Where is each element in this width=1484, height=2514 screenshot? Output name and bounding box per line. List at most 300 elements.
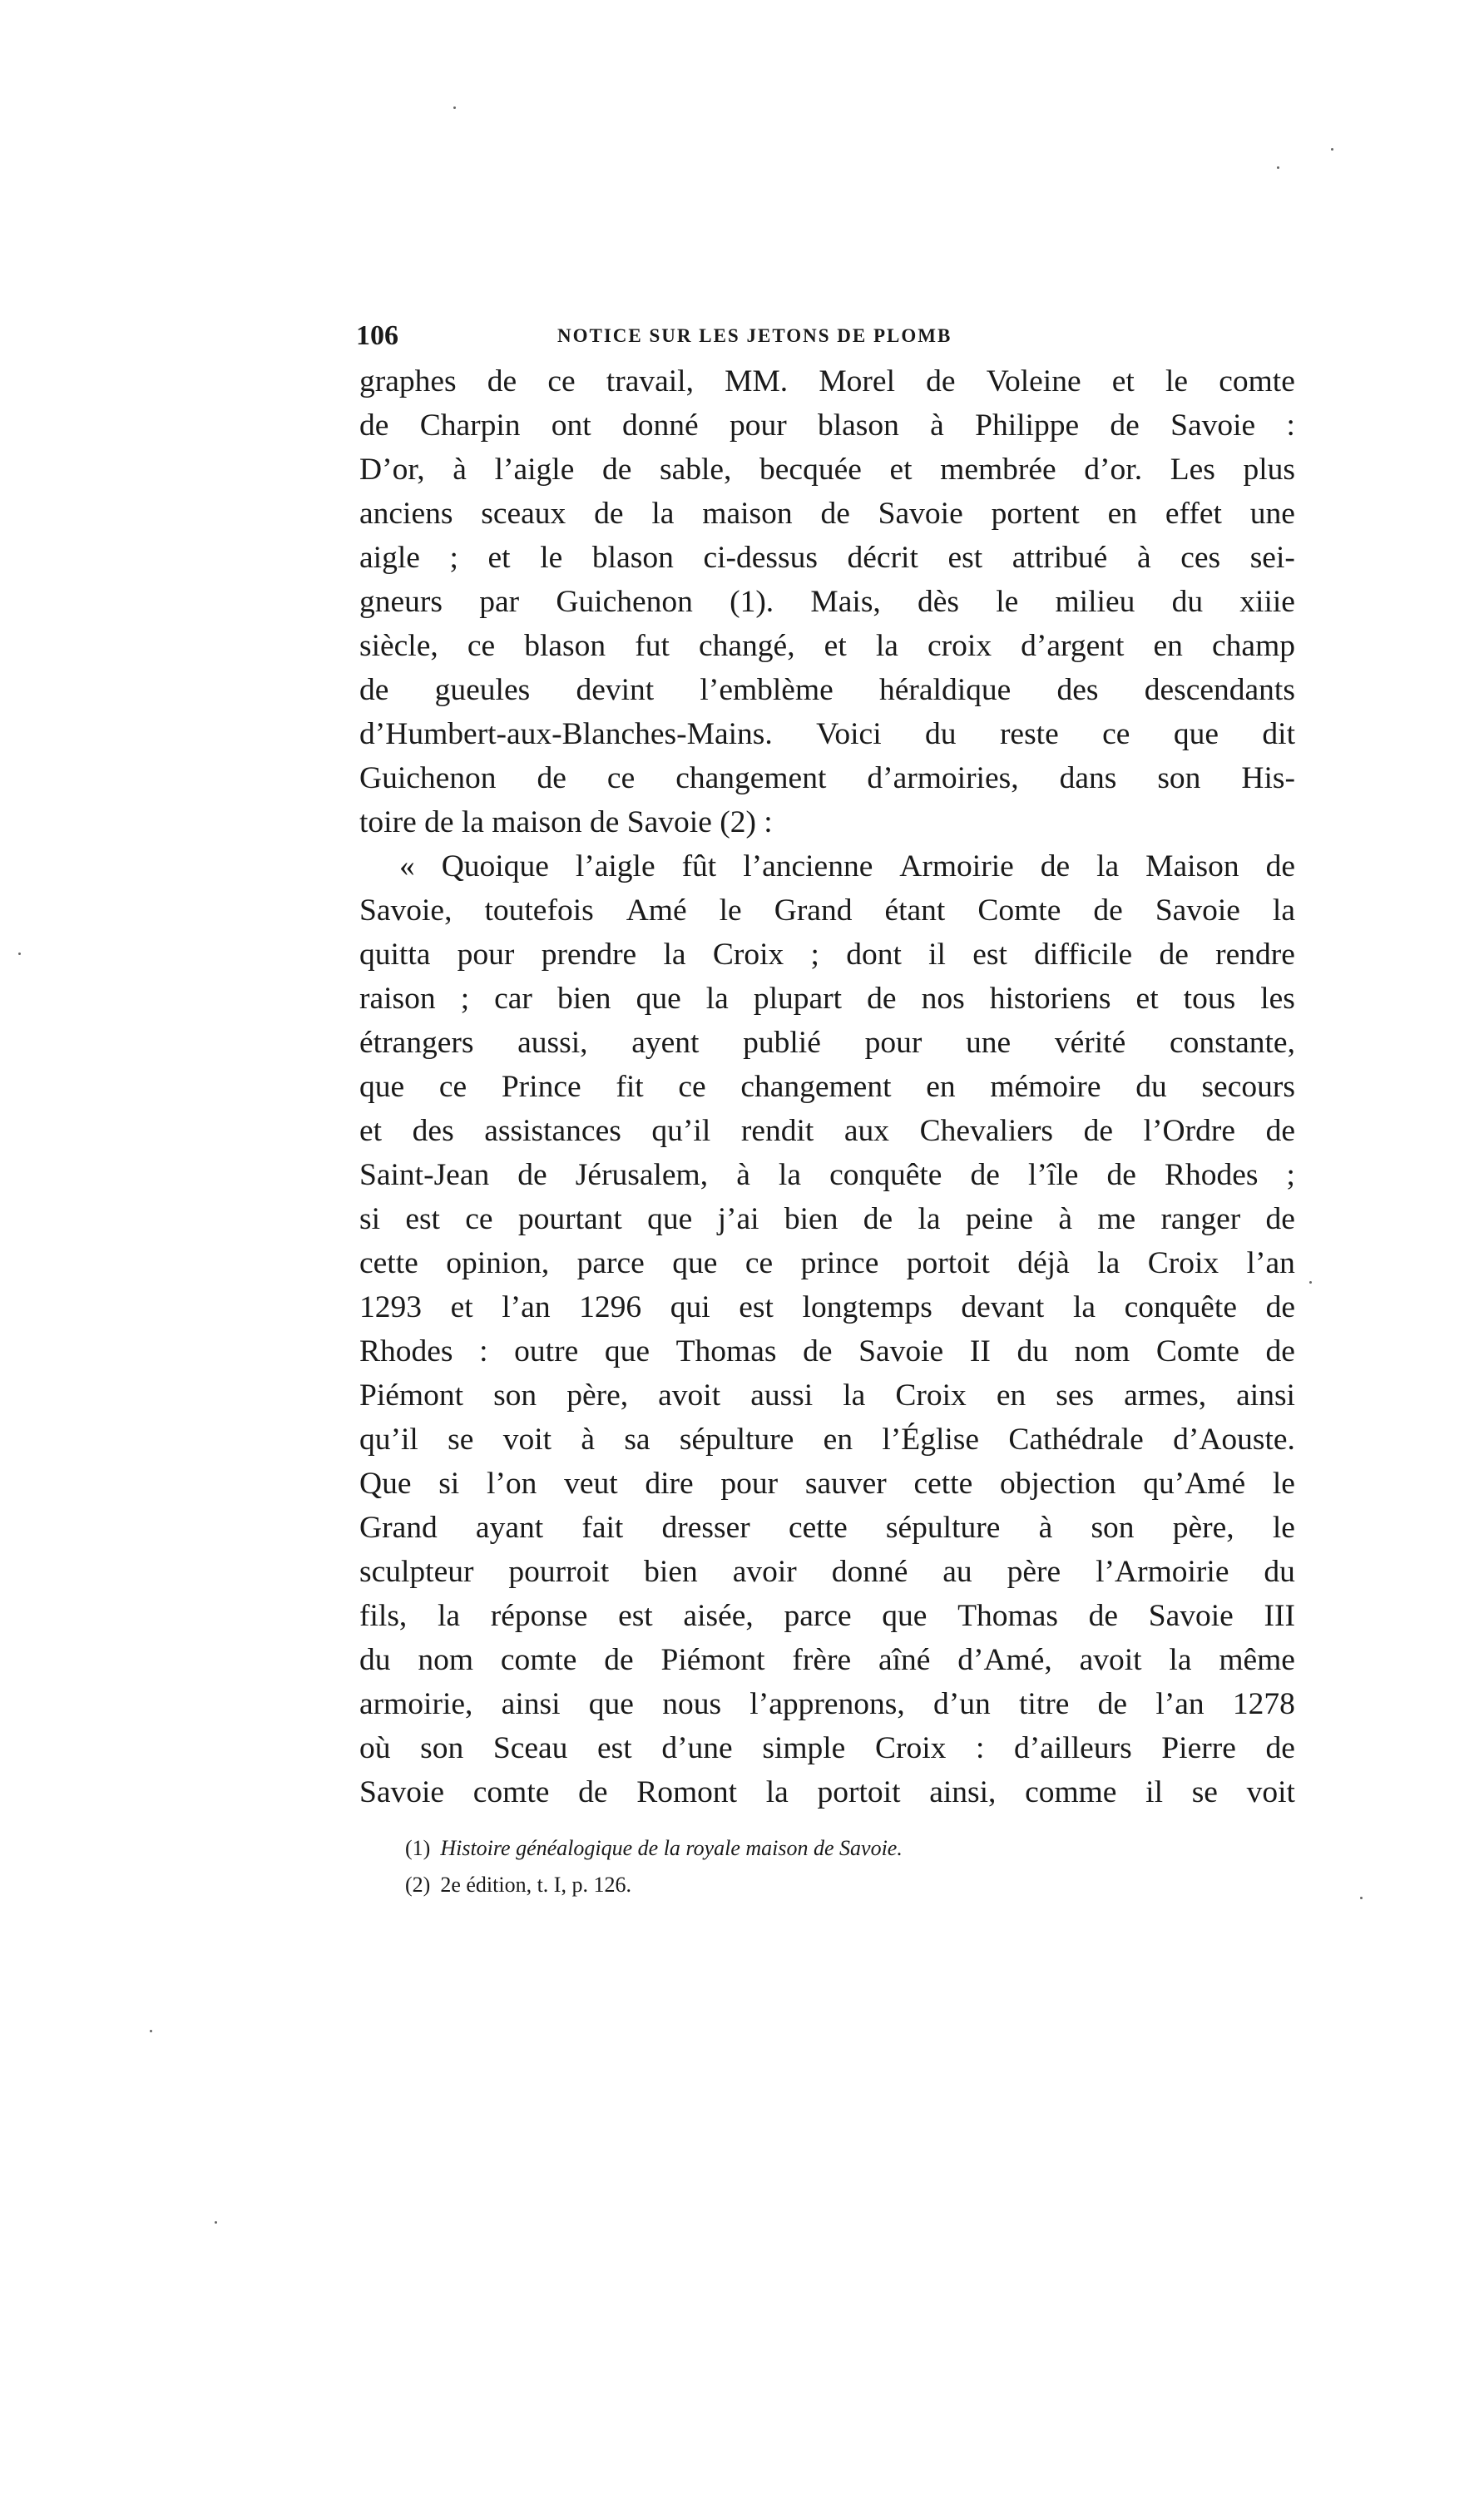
running-head bbox=[356, 320, 1289, 354]
word: ce bbox=[467, 629, 496, 663]
word: de bbox=[1265, 1334, 1295, 1368]
word: Voleine bbox=[986, 364, 1081, 398]
word: de bbox=[1159, 938, 1189, 972]
word: du bbox=[1171, 585, 1204, 619]
word: plus bbox=[1243, 453, 1295, 487]
word: de bbox=[970, 1158, 1000, 1192]
word: nom bbox=[1074, 1334, 1130, 1368]
word: constante, bbox=[1169, 1026, 1295, 1060]
word: à bbox=[1136, 541, 1151, 575]
word: raison bbox=[359, 982, 436, 1016]
word: cette bbox=[913, 1467, 973, 1501]
word: que bbox=[359, 1070, 405, 1104]
word: de bbox=[1265, 1114, 1295, 1148]
word: dans bbox=[1059, 761, 1117, 795]
word: donné bbox=[831, 1555, 908, 1589]
word: devant bbox=[961, 1290, 1045, 1324]
word: et bbox=[359, 1114, 383, 1148]
word: sable, bbox=[659, 453, 732, 487]
text-line bbox=[359, 1550, 1295, 1594]
word: est bbox=[947, 541, 983, 575]
word: ce bbox=[606, 761, 636, 795]
word: père, bbox=[566, 1378, 629, 1413]
word: Que bbox=[359, 1467, 412, 1501]
word: secours bbox=[1201, 1070, 1295, 1104]
text-line bbox=[359, 1462, 1295, 1506]
word: l’an bbox=[1246, 1246, 1295, 1280]
word: du bbox=[1017, 1334, 1048, 1368]
word: portent bbox=[991, 497, 1080, 531]
word: pour bbox=[457, 938, 515, 972]
word: publié bbox=[743, 1026, 821, 1060]
word: titre bbox=[1018, 1687, 1070, 1721]
word: Morel bbox=[819, 364, 895, 398]
word: fils, bbox=[359, 1599, 408, 1633]
word: ayant bbox=[475, 1511, 544, 1545]
word: Croix bbox=[895, 1378, 967, 1413]
word: avoit bbox=[1079, 1643, 1142, 1677]
word: l’Église bbox=[882, 1423, 980, 1457]
word: l’aigle bbox=[494, 453, 575, 487]
word: bien bbox=[556, 982, 611, 1016]
word: D’or, bbox=[359, 453, 425, 487]
word: Croix bbox=[874, 1731, 947, 1765]
word: de bbox=[487, 364, 517, 398]
word: Rhodes bbox=[1164, 1158, 1259, 1192]
word: Comte bbox=[1155, 1334, 1239, 1368]
word: ce bbox=[1102, 717, 1130, 751]
word: sauver bbox=[804, 1467, 887, 1501]
word: Guichenon bbox=[359, 761, 497, 795]
word: ; bbox=[810, 938, 819, 972]
word: son bbox=[420, 1731, 464, 1765]
word: et bbox=[487, 541, 511, 575]
word: ainsi bbox=[501, 1687, 561, 1721]
word: descendants bbox=[1144, 673, 1295, 707]
word: ; bbox=[449, 541, 458, 575]
word: blason bbox=[817, 408, 899, 443]
word: plupart bbox=[753, 982, 843, 1016]
word: sceaux bbox=[481, 497, 566, 531]
word: est bbox=[597, 1731, 632, 1765]
word: cette bbox=[359, 1246, 418, 1280]
word: : bbox=[479, 1334, 488, 1368]
word: outre bbox=[514, 1334, 579, 1368]
text-line bbox=[359, 888, 1295, 933]
word: milieu bbox=[1055, 585, 1135, 619]
word: l’ancienne bbox=[743, 849, 873, 883]
word: aigle bbox=[359, 541, 420, 575]
word: Armoirie bbox=[899, 849, 1014, 883]
word: à bbox=[930, 408, 944, 443]
word: fut bbox=[635, 629, 670, 663]
word: : bbox=[976, 1731, 985, 1765]
word: père bbox=[1007, 1555, 1061, 1589]
word: de bbox=[1083, 1114, 1114, 1148]
word: de bbox=[803, 1334, 833, 1368]
word: me bbox=[1097, 1202, 1136, 1236]
word: si bbox=[359, 1202, 381, 1236]
word: et bbox=[450, 1290, 473, 1324]
word: avoir bbox=[732, 1555, 797, 1589]
word: fait bbox=[581, 1511, 624, 1545]
word: ainsi, bbox=[929, 1775, 997, 1809]
word: pour bbox=[720, 1467, 779, 1501]
word: nom bbox=[418, 1643, 473, 1677]
footnote-mark: (1) bbox=[405, 1836, 431, 1860]
word: Cathédrale bbox=[1008, 1423, 1144, 1457]
word: de bbox=[604, 1643, 634, 1677]
text-line bbox=[359, 844, 1295, 888]
word: armes, bbox=[1124, 1378, 1207, 1413]
word: conquête bbox=[1124, 1290, 1237, 1324]
word: de bbox=[517, 1158, 547, 1192]
word: pourroit bbox=[508, 1555, 610, 1589]
word: étrangers bbox=[359, 1026, 474, 1060]
word: aux bbox=[843, 1114, 890, 1148]
word: son bbox=[1091, 1511, 1135, 1545]
word: reste bbox=[999, 717, 1059, 751]
word: que bbox=[604, 1334, 650, 1368]
text-line bbox=[359, 492, 1295, 536]
text-line bbox=[359, 1329, 1295, 1373]
word: de bbox=[867, 982, 897, 1016]
word: j’ai bbox=[717, 1202, 759, 1236]
word: à bbox=[1058, 1202, 1073, 1236]
word: héraldique bbox=[879, 673, 1012, 707]
word: du bbox=[1135, 1070, 1167, 1104]
word: de bbox=[1265, 849, 1295, 883]
word: veut bbox=[564, 1467, 618, 1501]
word: de bbox=[1088, 1599, 1119, 1633]
word: portoit bbox=[817, 1775, 901, 1809]
word: car bbox=[494, 982, 532, 1016]
word: les bbox=[1260, 982, 1295, 1016]
text-line bbox=[359, 1065, 1295, 1109]
word: son bbox=[493, 1378, 537, 1413]
word: et bbox=[824, 629, 847, 663]
word: bien bbox=[644, 1555, 698, 1589]
word: la bbox=[765, 1775, 789, 1809]
word: en bbox=[823, 1423, 853, 1457]
word: mémoire bbox=[990, 1070, 1101, 1104]
word: de bbox=[1265, 1202, 1295, 1236]
word: sépulture bbox=[885, 1511, 1001, 1545]
word: rendit bbox=[740, 1114, 814, 1148]
word: changement bbox=[740, 1070, 892, 1104]
word: Romont bbox=[636, 1775, 738, 1809]
word: de bbox=[537, 761, 566, 795]
text-line: toire de la maison de Savoie (2) : bbox=[359, 805, 773, 839]
word: pour bbox=[864, 1026, 923, 1060]
word: dire bbox=[645, 1467, 694, 1501]
word: le bbox=[1272, 1511, 1295, 1545]
word: aussi bbox=[750, 1378, 814, 1413]
scan-speck bbox=[1360, 1897, 1363, 1899]
word: en bbox=[1107, 497, 1138, 531]
word: Charpin bbox=[419, 408, 521, 443]
word: prince bbox=[800, 1246, 879, 1280]
word: Croix bbox=[1147, 1246, 1219, 1280]
word: d’Humbert-aux-Blanches-Mains. bbox=[359, 717, 773, 751]
word: attribué bbox=[1012, 541, 1108, 575]
word: « bbox=[399, 849, 415, 883]
word: ranger bbox=[1160, 1202, 1241, 1236]
word: et bbox=[889, 453, 913, 487]
word: voit bbox=[1246, 1775, 1295, 1809]
word: la bbox=[1096, 849, 1120, 883]
word: xiiie bbox=[1239, 585, 1295, 619]
word: Saint-Jean bbox=[359, 1158, 490, 1192]
scan-speck bbox=[1277, 166, 1279, 169]
word: sei- bbox=[1249, 541, 1295, 575]
page-number: 106 bbox=[356, 320, 398, 351]
word: du bbox=[1264, 1555, 1295, 1589]
word: ont bbox=[551, 408, 591, 443]
word: dès bbox=[918, 585, 959, 619]
word: Savoie bbox=[858, 1334, 944, 1368]
word: ; bbox=[1286, 1158, 1295, 1192]
text-line bbox=[359, 624, 1295, 668]
word: champ bbox=[1212, 629, 1295, 663]
word: toutefois bbox=[484, 893, 594, 928]
word: dit bbox=[1262, 717, 1295, 751]
word: comte bbox=[1219, 364, 1295, 398]
word: Grand bbox=[359, 1511, 438, 1545]
word: Rhodes bbox=[359, 1334, 453, 1368]
word: pour bbox=[729, 408, 787, 443]
word: Savoie, bbox=[359, 893, 453, 928]
word: changement bbox=[675, 761, 827, 795]
word: de bbox=[359, 408, 389, 443]
word: cette bbox=[788, 1511, 848, 1545]
word: graphes bbox=[359, 364, 457, 398]
word: est bbox=[618, 1599, 653, 1633]
word: blason bbox=[524, 629, 606, 663]
word: de bbox=[1265, 1731, 1295, 1765]
word: le bbox=[1165, 364, 1189, 398]
word: becquée bbox=[759, 453, 862, 487]
word: est bbox=[739, 1290, 774, 1324]
word: en bbox=[1153, 629, 1183, 663]
text-line bbox=[359, 1682, 1295, 1726]
word: l’île bbox=[1028, 1158, 1079, 1192]
word: ce bbox=[547, 364, 576, 398]
word: objection bbox=[999, 1467, 1116, 1501]
word: d’armoiries, bbox=[867, 761, 1019, 795]
word: une bbox=[1249, 497, 1295, 531]
word: où bbox=[359, 1731, 391, 1765]
word: longtemps bbox=[802, 1290, 932, 1324]
text-line bbox=[359, 448, 1295, 492]
word: des bbox=[1056, 673, 1099, 707]
word: la bbox=[705, 982, 729, 1016]
word: des bbox=[412, 1114, 454, 1148]
word: qu’il bbox=[651, 1114, 711, 1148]
word: avoit bbox=[658, 1378, 721, 1413]
word: qui bbox=[670, 1290, 710, 1324]
word: Croix bbox=[712, 938, 784, 972]
word: le bbox=[719, 893, 742, 928]
word: d’un bbox=[932, 1687, 991, 1721]
word: de bbox=[359, 673, 389, 707]
word: nos bbox=[921, 982, 965, 1016]
word: fût bbox=[681, 849, 717, 883]
word: de bbox=[594, 497, 624, 531]
text-line bbox=[359, 712, 1295, 756]
word: Savoie bbox=[1170, 408, 1256, 443]
footnote-text: 2e édition, t. I, p. 126. bbox=[440, 1873, 631, 1897]
word: ci-dessus bbox=[703, 541, 818, 575]
text-line bbox=[359, 1594, 1295, 1638]
word: que bbox=[647, 1202, 693, 1236]
scan-speck bbox=[150, 2030, 152, 2032]
word: Thomas bbox=[675, 1334, 777, 1368]
word: se bbox=[1191, 1775, 1218, 1809]
text-line bbox=[359, 1285, 1295, 1329]
word: à bbox=[581, 1423, 596, 1457]
word: l’apprenons, bbox=[749, 1687, 905, 1721]
word: simple bbox=[762, 1731, 846, 1765]
word: anciens bbox=[359, 497, 453, 531]
word: si bbox=[438, 1467, 460, 1501]
scan-speck bbox=[453, 106, 456, 109]
word: de bbox=[820, 497, 850, 531]
word: maison bbox=[702, 497, 793, 531]
word: de bbox=[1040, 849, 1071, 883]
word: de bbox=[578, 1775, 608, 1809]
word: opinion, bbox=[446, 1246, 550, 1280]
text-line bbox=[359, 1241, 1295, 1285]
word: sculpteur bbox=[359, 1555, 474, 1589]
word: d’ailleurs bbox=[1014, 1731, 1132, 1765]
word: Les bbox=[1170, 453, 1215, 487]
word: ce bbox=[465, 1202, 493, 1236]
word: quitta bbox=[359, 938, 431, 972]
word: la bbox=[875, 629, 898, 663]
footnote-text: Histoire généalogique de la royale maison de Savoie. bbox=[440, 1836, 903, 1860]
word: que bbox=[882, 1599, 928, 1633]
word: assistances bbox=[484, 1114, 621, 1148]
text-line bbox=[359, 1506, 1295, 1550]
word: comme bbox=[1025, 1775, 1117, 1809]
word: réponse bbox=[490, 1599, 588, 1633]
word: que bbox=[672, 1246, 718, 1280]
word: une bbox=[966, 1026, 1012, 1060]
text-line bbox=[359, 933, 1295, 977]
word: fit bbox=[616, 1070, 644, 1104]
word: Prince bbox=[501, 1070, 581, 1104]
word: Savoie bbox=[878, 497, 963, 531]
word: Thomas bbox=[957, 1599, 1058, 1633]
word: historiens bbox=[989, 982, 1111, 1016]
word: père, bbox=[1172, 1511, 1234, 1545]
word: ainsi bbox=[1236, 1378, 1295, 1413]
footnotes bbox=[405, 1830, 1237, 1903]
word: Pierre bbox=[1161, 1731, 1236, 1765]
text-line bbox=[359, 1109, 1295, 1153]
text-line bbox=[359, 1770, 1295, 1814]
text-line bbox=[359, 1197, 1295, 1241]
word: ses bbox=[1056, 1378, 1095, 1413]
word: de bbox=[1106, 1158, 1136, 1192]
word: siècle, bbox=[359, 629, 438, 663]
word: l’Ordre bbox=[1143, 1114, 1235, 1148]
word: armoirie, bbox=[359, 1687, 473, 1721]
footnote-2 bbox=[405, 1867, 1237, 1903]
footnote-mark: (2) bbox=[405, 1873, 431, 1897]
word: effet bbox=[1165, 497, 1222, 531]
word: Savoie bbox=[1155, 893, 1240, 928]
word: 1278 bbox=[1232, 1687, 1295, 1721]
word: ce bbox=[438, 1070, 467, 1104]
word: aussi, bbox=[517, 1026, 588, 1060]
text-line bbox=[359, 1373, 1295, 1418]
word: par bbox=[479, 585, 520, 619]
word: dresser bbox=[661, 1511, 750, 1545]
word: l’emblème bbox=[700, 673, 834, 707]
word: d’argent bbox=[1021, 629, 1125, 663]
word: conquête bbox=[829, 1158, 942, 1192]
word: vérité bbox=[1054, 1026, 1126, 1060]
word: tous bbox=[1183, 982, 1236, 1016]
word: il bbox=[928, 938, 946, 972]
word: nous bbox=[662, 1687, 722, 1721]
word: qu’il bbox=[359, 1423, 418, 1457]
word: frère bbox=[792, 1643, 852, 1677]
word: aîné bbox=[878, 1643, 931, 1677]
text-line bbox=[359, 536, 1295, 580]
word: d’Amé, bbox=[957, 1643, 1052, 1677]
word: de bbox=[1097, 1687, 1128, 1721]
word: que bbox=[588, 1687, 634, 1721]
word: de bbox=[1265, 1290, 1295, 1324]
word: que bbox=[636, 982, 681, 1016]
word: sépulture bbox=[679, 1423, 794, 1457]
word: dont bbox=[846, 938, 902, 972]
word: en bbox=[926, 1070, 956, 1104]
word: comte bbox=[500, 1643, 577, 1677]
word: Maison bbox=[1145, 849, 1239, 883]
text-line bbox=[359, 580, 1295, 624]
word: ce bbox=[744, 1246, 774, 1280]
text-line bbox=[359, 403, 1295, 448]
word: II bbox=[969, 1334, 991, 1368]
word: Savoie bbox=[1148, 1599, 1234, 1633]
word: à bbox=[453, 453, 467, 487]
word: de bbox=[601, 453, 632, 487]
text-line bbox=[359, 756, 1295, 800]
word: travail, bbox=[606, 364, 694, 398]
word: est bbox=[972, 938, 1007, 972]
word: Voici bbox=[816, 717, 882, 751]
scan-speck bbox=[18, 953, 21, 955]
word: de bbox=[863, 1202, 893, 1236]
word: difficile bbox=[1034, 938, 1133, 972]
word: (1). bbox=[730, 585, 774, 619]
word: la bbox=[1272, 893, 1295, 928]
word: au bbox=[942, 1555, 972, 1589]
word: Amé bbox=[626, 893, 687, 928]
scan-speck bbox=[1331, 148, 1333, 151]
text-line bbox=[359, 1153, 1295, 1197]
word: d’or. bbox=[1084, 453, 1143, 487]
word: l’on bbox=[486, 1467, 537, 1501]
word: ayent bbox=[631, 1026, 700, 1060]
word: décrit bbox=[847, 541, 918, 575]
word: la bbox=[843, 1378, 866, 1413]
word: prendre bbox=[541, 938, 637, 972]
